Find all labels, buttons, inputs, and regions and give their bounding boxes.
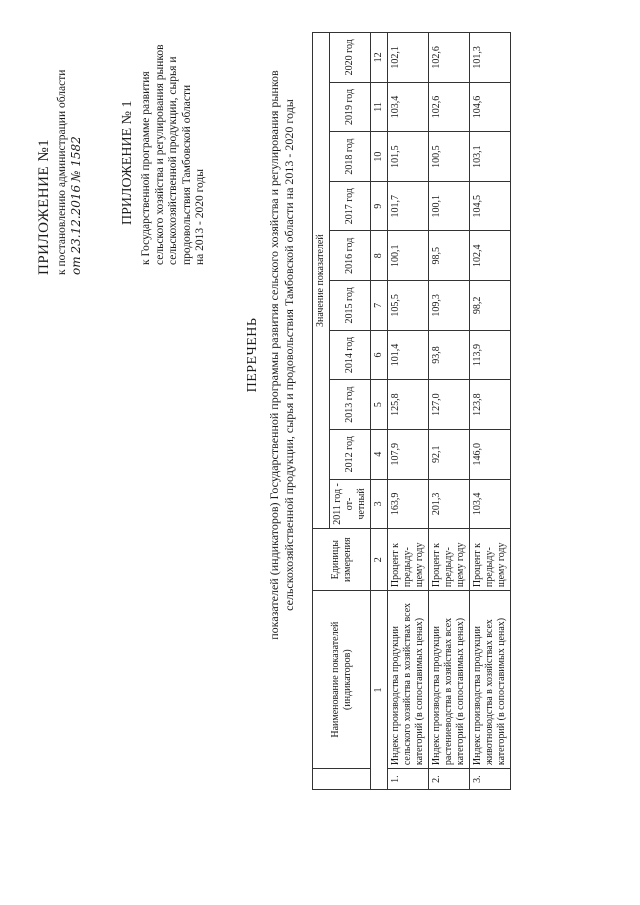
date-prefix: от	[69, 256, 83, 275]
value-cell: 146,0	[470, 429, 511, 479]
value-cell: 103,4	[470, 479, 511, 529]
value-cell: 102,6	[429, 33, 470, 83]
year-header: 2011 год - от-четный	[330, 479, 371, 529]
appendix-1-header	[36, 45, 84, 275]
value-cell: 101,3	[470, 33, 511, 83]
value-cell: 109,3	[429, 281, 470, 331]
document-title	[245, 55, 297, 655]
value-cell: 102,4	[470, 231, 511, 281]
appendix-1-line: к постановлению администрации области	[56, 69, 68, 275]
year-header: 2019 год	[330, 82, 371, 132]
year-header: 2020 год	[330, 33, 371, 83]
handwritten-number: № 1582	[69, 136, 83, 182]
indicator-name: Индекс производства продукции сельского хозяйства в хозяйствах всех категорий (в сопоставимых ценах)	[388, 591, 429, 769]
year-header: 2012 год	[330, 429, 371, 479]
value-cell: 100,1	[429, 181, 470, 231]
value-cell: 103,4	[388, 82, 429, 132]
unit-column-header: Единицы измерения	[313, 529, 371, 591]
indicator-name: Индекс производства продукции животноводства в хозяйствах всех категорий (в сопоставимых ценах)	[470, 591, 511, 769]
value-cell: 105,5	[388, 281, 429, 331]
row-index: 3.	[470, 769, 511, 790]
table-row	[388, 33, 429, 790]
row-index: 2.	[429, 769, 470, 790]
column-number: 9	[371, 181, 388, 231]
appendix-2-line: на 2013 - 2020 годы	[194, 168, 206, 265]
column-number: 12	[371, 33, 388, 83]
year-header: 2013 год	[330, 380, 371, 430]
appendix-1-title: ПРИЛОЖЕНИЕ №1	[36, 138, 52, 275]
column-number: 6	[371, 330, 388, 380]
document-subtitle-line: показателей (индикаторов) Государственной программы развития сельского хозяйства и регулирования рынков	[267, 70, 281, 640]
indicators-table	[312, 32, 511, 790]
values-group-header: Значение показателей	[313, 33, 330, 529]
column-number: 8	[371, 231, 388, 281]
value-cell: 100,5	[429, 132, 470, 182]
document-subtitle-line: сельскохозяйственной продукции, сырья и продовольствия Тамбовской области на 2013 - 2020 годы	[282, 99, 296, 611]
indicator-name: Индекс производства продукции растениеводства в хозяйствах всех категорий (в сопоставимых ценах)	[429, 591, 470, 769]
table-header-row	[313, 33, 330, 790]
value-cell: 101,4	[388, 330, 429, 380]
value-cell: 93,8	[429, 330, 470, 380]
index-header	[313, 769, 371, 790]
year-header: 2017 год	[330, 181, 371, 231]
appendix-2-line: сельскохозяйственной продукции, сырья и	[167, 56, 179, 265]
indicator-unit: Процент к предыду-щему году	[429, 529, 470, 591]
name-column-header: Наименование показателей (индикаторов)	[313, 591, 371, 769]
appendix-2-line: сельского хозяйства и регулирования рынков	[153, 44, 166, 265]
table-row	[470, 33, 511, 790]
column-number-row	[371, 33, 388, 790]
indicator-unit: Процент к предыду-щему году	[470, 529, 511, 591]
column-number: 2	[371, 529, 388, 591]
value-cell: 127,0	[429, 380, 470, 430]
column-number: 11	[371, 82, 388, 132]
document-heading: ПЕРЕЧЕНЬ	[245, 317, 260, 393]
value-cell: 201,3	[429, 479, 470, 529]
value-cell: 123,8	[470, 380, 511, 430]
table-row	[429, 33, 470, 790]
indicator-unit: Процент к предыду-щему году	[388, 529, 429, 591]
year-header: 2018 год	[330, 132, 371, 182]
value-cell: 101,5	[388, 132, 429, 182]
value-cell: 107,9	[388, 429, 429, 479]
appendix-2-header	[120, 15, 208, 265]
value-cell: 92,1	[429, 429, 470, 479]
value-cell: 104,5	[470, 181, 511, 231]
column-number: 4	[371, 429, 388, 479]
appendix-1-date-line	[69, 45, 84, 275]
row-index: 1.	[388, 769, 429, 790]
value-cell: 102,6	[429, 82, 470, 132]
value-cell: 104,6	[470, 82, 511, 132]
year-header: 2015 год	[330, 281, 371, 331]
value-cell: 100,1	[388, 231, 429, 281]
column-number: 3	[371, 479, 388, 529]
value-cell: 98,5	[429, 231, 470, 281]
appendix-2-title: ПРИЛОЖЕНИЕ № 1	[120, 100, 135, 225]
value-cell: 102,1	[388, 33, 429, 83]
appendix-2-line: к Государственной программе развития	[140, 71, 152, 265]
column-number: 7	[371, 281, 388, 331]
handwritten-date: 23.12.2016	[69, 184, 83, 254]
column-number: 5	[371, 380, 388, 430]
value-cell: 103,1	[470, 132, 511, 182]
column-number: 1	[371, 591, 388, 790]
year-header: 2014 год	[330, 330, 371, 380]
appendix-2-line: продовольствия Тамбовской области	[180, 84, 193, 265]
value-cell: 98,2	[470, 281, 511, 331]
value-cell: 163,9	[388, 479, 429, 529]
value-cell: 101,7	[388, 181, 429, 231]
value-cell: 113,9	[470, 330, 511, 380]
year-header: 2016 год	[330, 231, 371, 281]
value-cell: 125,8	[388, 380, 429, 430]
column-number: 10	[371, 132, 388, 182]
